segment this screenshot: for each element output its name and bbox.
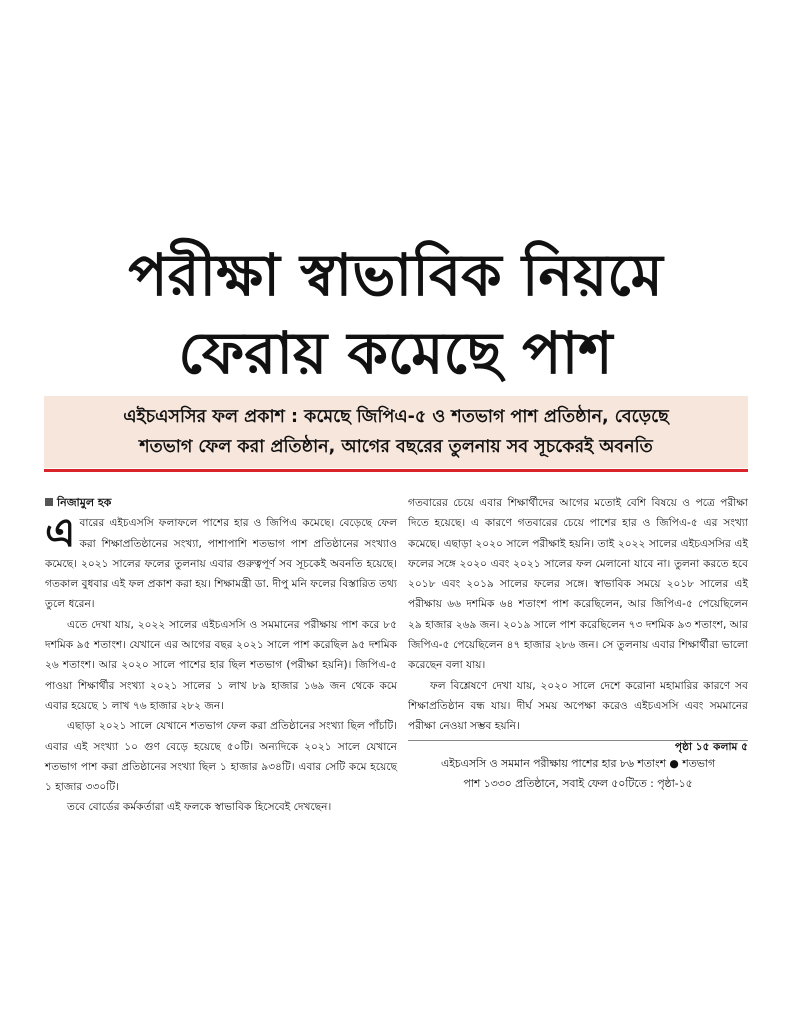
drop-cap: এ <box>45 510 76 557</box>
article-paragraph-2: এতে দেখা যায়, ২০২২ সালের এইচএসসি ও সমমানের পরীক্ষায় পাশ করে ৮৫ দশমিক ৯৫ শতাংশ। যেখানে এর আগের বছর ২০২১ সালে পাশ করেছিল ৯৫ দশমিক ২৬ শতাংশ। আর ২০২০ সালে পাশের হার ছিল শতভাগ (পরীক্ষা হয়নি)। জিপিএ-৫ পাওয়া শিক্ষার্থীর সংখ্যা ২০২১ সালের ১ লাখ ৮৯ হাজার ১৬৯ জন থেকে কমে এবার হয়েছে ১ লাখ ৭৬ হাজার ২৮২ জন। <box>45 618 397 712</box>
teaser-box-rule <box>408 740 748 741</box>
headline-line-1: পরীক্ষা স্বাভাবিক নিয়মে <box>128 241 663 309</box>
byline-square-icon <box>45 498 53 506</box>
byline <box>45 493 397 513</box>
teaser-line-2: পাশ ১৩৩০ প্রতিষ্ঠানে, সবাই ফেল ৫০টিতে : পৃষ্ঠা-১৫ <box>463 777 693 790</box>
continued-on-page: পৃষ্ঠা ১৫ কলাম ৫ <box>674 740 748 753</box>
byline-author: নিজামুল হক <box>57 496 112 509</box>
subheadline-banner <box>44 396 748 468</box>
article-paragraph-1-text: বারের এইচএসসি ফলাফলে পাশের হার ও জিপিএ কমেছে। বেড়েছে ফেল করা শিক্ষাপ্রতিষ্ঠানের সংখ্যা, পাশাপাশি শতভাগ পাশ প্রতিষ্ঠানের সংখ্যাও কমেছে। ২০২১ সালের ফলের তুলনায় এবার গুরুত্বপূর্ণ সব সূচকেই অবনতি হয়েছে। গতকাল বুধবার এই ফল প্রকাশ করা হয়। শিক্ষামন্ত্রী ডা. দীপু মনি ফলের বিস্তারিত তথ্য তুলে ধরেন। <box>45 517 397 611</box>
subheadline-line-2: শতভাগ ফেল করা প্রতিষ্ঠান, আগের বছরের তুলনায় সব সূচকেরই অবনতি <box>139 437 653 457</box>
article-paragraph-6: ফল বিশ্লেষণে দেখা যায়, ২০২০ সালে দেশে করোনা মহামারির কারণে সব শিক্ষাপ্রতিষ্ঠান বন্ধ যায়। দীর্ঘ সময় অপেক্ষা করেও এইচএসসি এবং সমমানের পরীক্ষা নেওয়া সম্ভব হয়নি। <box>408 679 748 733</box>
article-column-right <box>408 493 748 757</box>
headline-line-2: ফেরায় কমেছে পাশ <box>178 319 613 387</box>
article-paragraph-1 <box>45 510 397 614</box>
headline <box>0 236 791 392</box>
teaser-line-1: এইচএসসি ও সমমান পরীক্ষায় পাশের হার ৮৬ শতাংশ ● শতভাগ <box>440 757 716 770</box>
article-column-left <box>45 493 397 818</box>
teaser-box <box>408 754 748 794</box>
article-paragraph-3: এছাড়া ২০২১ সালে যেখানে শতভাগ ফেল করা প্রতিষ্ঠানের সংখ্যা ছিল পাঁচটি। এবার এই সংখ্যা ১০ গুণ বেড়ে হয়েছে ৫০টি। অন্যদিকে ২০২১ সালে যেখানে শতভাগ পাশ করা প্রতিষ্ঠানের সংখ্যা ছিল ১ হাজার ৯৩৪টি। এবার সেটি কমে হয়েছে ১ হাজার ৩৩০টি। <box>45 720 397 794</box>
subheadline-line-1: এইচএসসির ফল প্রকাশ : কমেছে জিপিএ-৫ ও শতভাগ পাশ প্রতিষ্ঠান, বেড়েছে <box>123 407 669 427</box>
red-divider-rule <box>44 469 748 472</box>
article-paragraph-4: তবে বোর্ডের কর্মকর্তারা এই ফলকে স্বাভাবিক হিসেবেই দেখছেন। <box>67 801 332 814</box>
article-paragraph-5: গতবারের চেয়ে এবার শিক্ষার্থীদের আগের মতোই বেশি বিষয়ে ও পত্রে পরীক্ষা দিতে হয়েছে। এ কারণে গতবারের চেয়ে পাশের হার ও জিপিএ-৫ এর সংখ্যা কমেছে। এছাড়া ২০২০ সালে পরীক্ষাই হয়নি। তাই ২০২২ সালের এইচএসসির এই ফলের সঙ্গে ২০২০ এবং ২০২১ সালের ফল মেলানো যাবে না। তুলনা করতে হবে ২০১৮ এবং ২০১৯ সালের ফলের সঙ্গে। স্বাভাবিক সময়ে ২০১৮ সালের এই পরীক্ষায় ৬৬ দশমিক ৬৪ শতাংশ পাশ করেছিলেন, আর জিপিএ-৫ পেয়েছিলেন ২৯ হাজার ২৬৯ জন। ২০১৯ সালে পাশ করেছিলেন ৭৩ দশমিক ৯৩ শতাংশ, আর জিপিএ-৫ পেয়েছিলেন ৪৭ হাজার ২৮৬ জন। সে তুলনায় এবার শিক্ষার্থীরা ভালো করেছেন বলা যায়। <box>408 497 748 672</box>
